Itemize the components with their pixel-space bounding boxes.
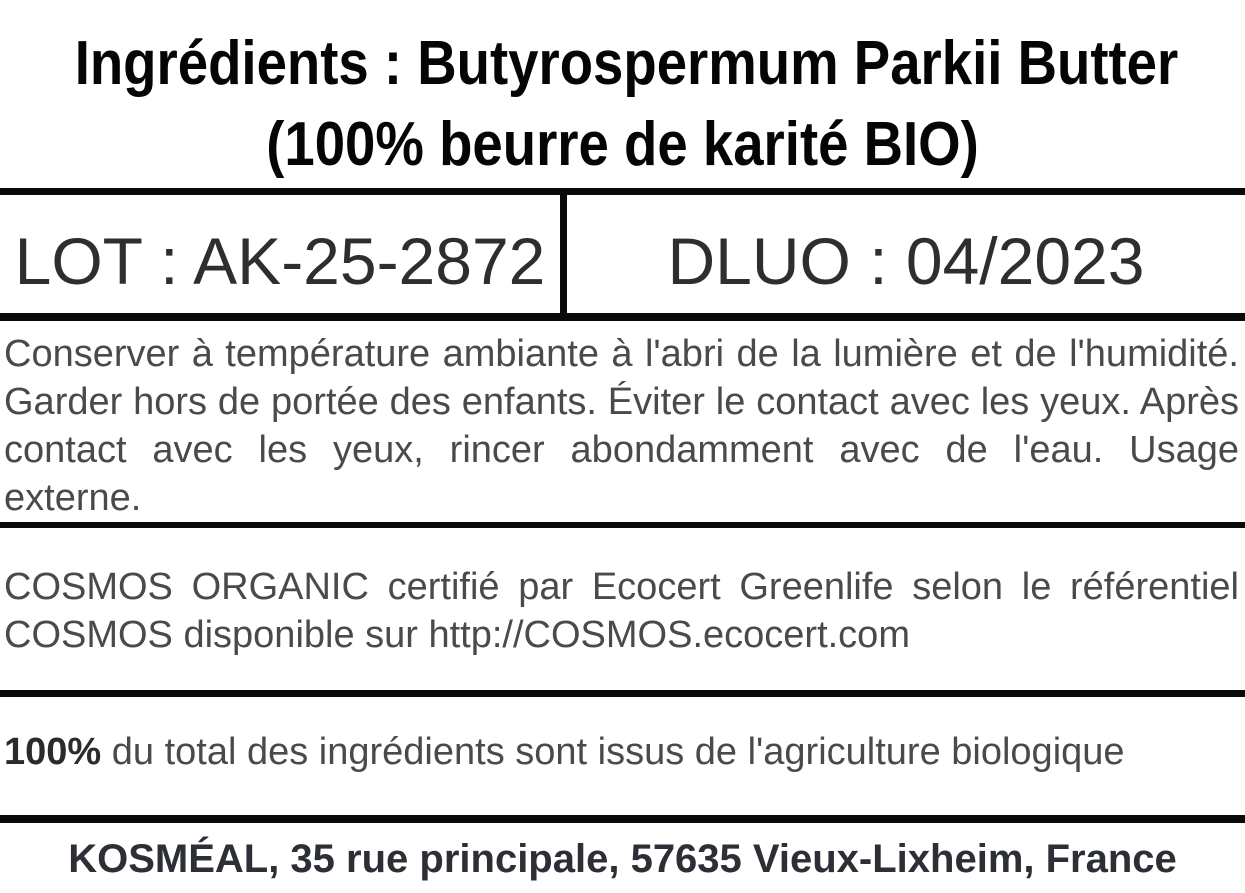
storage-line-3: contact avec les yeux, rincer abondamment avec de l'eau. Usage [4, 429, 1239, 471]
storage-line-2: Garder hors de portée des enfants. Éviter le contact avec les yeux. Après [4, 381, 1239, 423]
divider-above-footer [0, 815, 1245, 823]
cosmos-certification [0, 528, 1245, 690]
ingredients-title-line-2: (100% beurre de karité BIO) [266, 110, 979, 179]
cosmos-line-2: COSMOS disponible sur http://COSMOS.ecocert.com [4, 614, 910, 656]
organic-percentage: 100% [4, 731, 102, 773]
storage-line-1: Conserver à température ambiante à l'abri de la lumière et de l'humidité. [4, 333, 1239, 375]
organic-statement-text: du total des ingrédients sont issus de l'agriculture biologique [101, 731, 1125, 773]
storage-line-4: externe. [4, 477, 142, 519]
ingredients-title [0, 0, 1245, 188]
manufacturer-address: KOSMÉAL, 35 rue principale, 57635 Vieux-Lixheim, France [68, 837, 1177, 881]
storage-instructions [0, 321, 1245, 522]
ingredients-title-line-1: Ingrédients : Butyrospermum Parkii Butter [74, 29, 1179, 98]
divider-below-cosmos [0, 690, 1245, 697]
manufacturer-footer [0, 823, 1245, 893]
organic-statement-line [4, 728, 1239, 776]
organic-statement [0, 697, 1245, 815]
cosmos-line-1: COSMOS ORGANIC certifié par Ecocert Greenlife selon le référentiel [4, 566, 1239, 608]
batch-info-row [0, 195, 1245, 313]
divider-top [0, 188, 1245, 195]
dluo-date: DLUO : 04/2023 [667, 224, 1145, 298]
lot-number: LOT : AK-25-2872 [0, 195, 567, 313]
divider-below-batch [0, 313, 1245, 321]
